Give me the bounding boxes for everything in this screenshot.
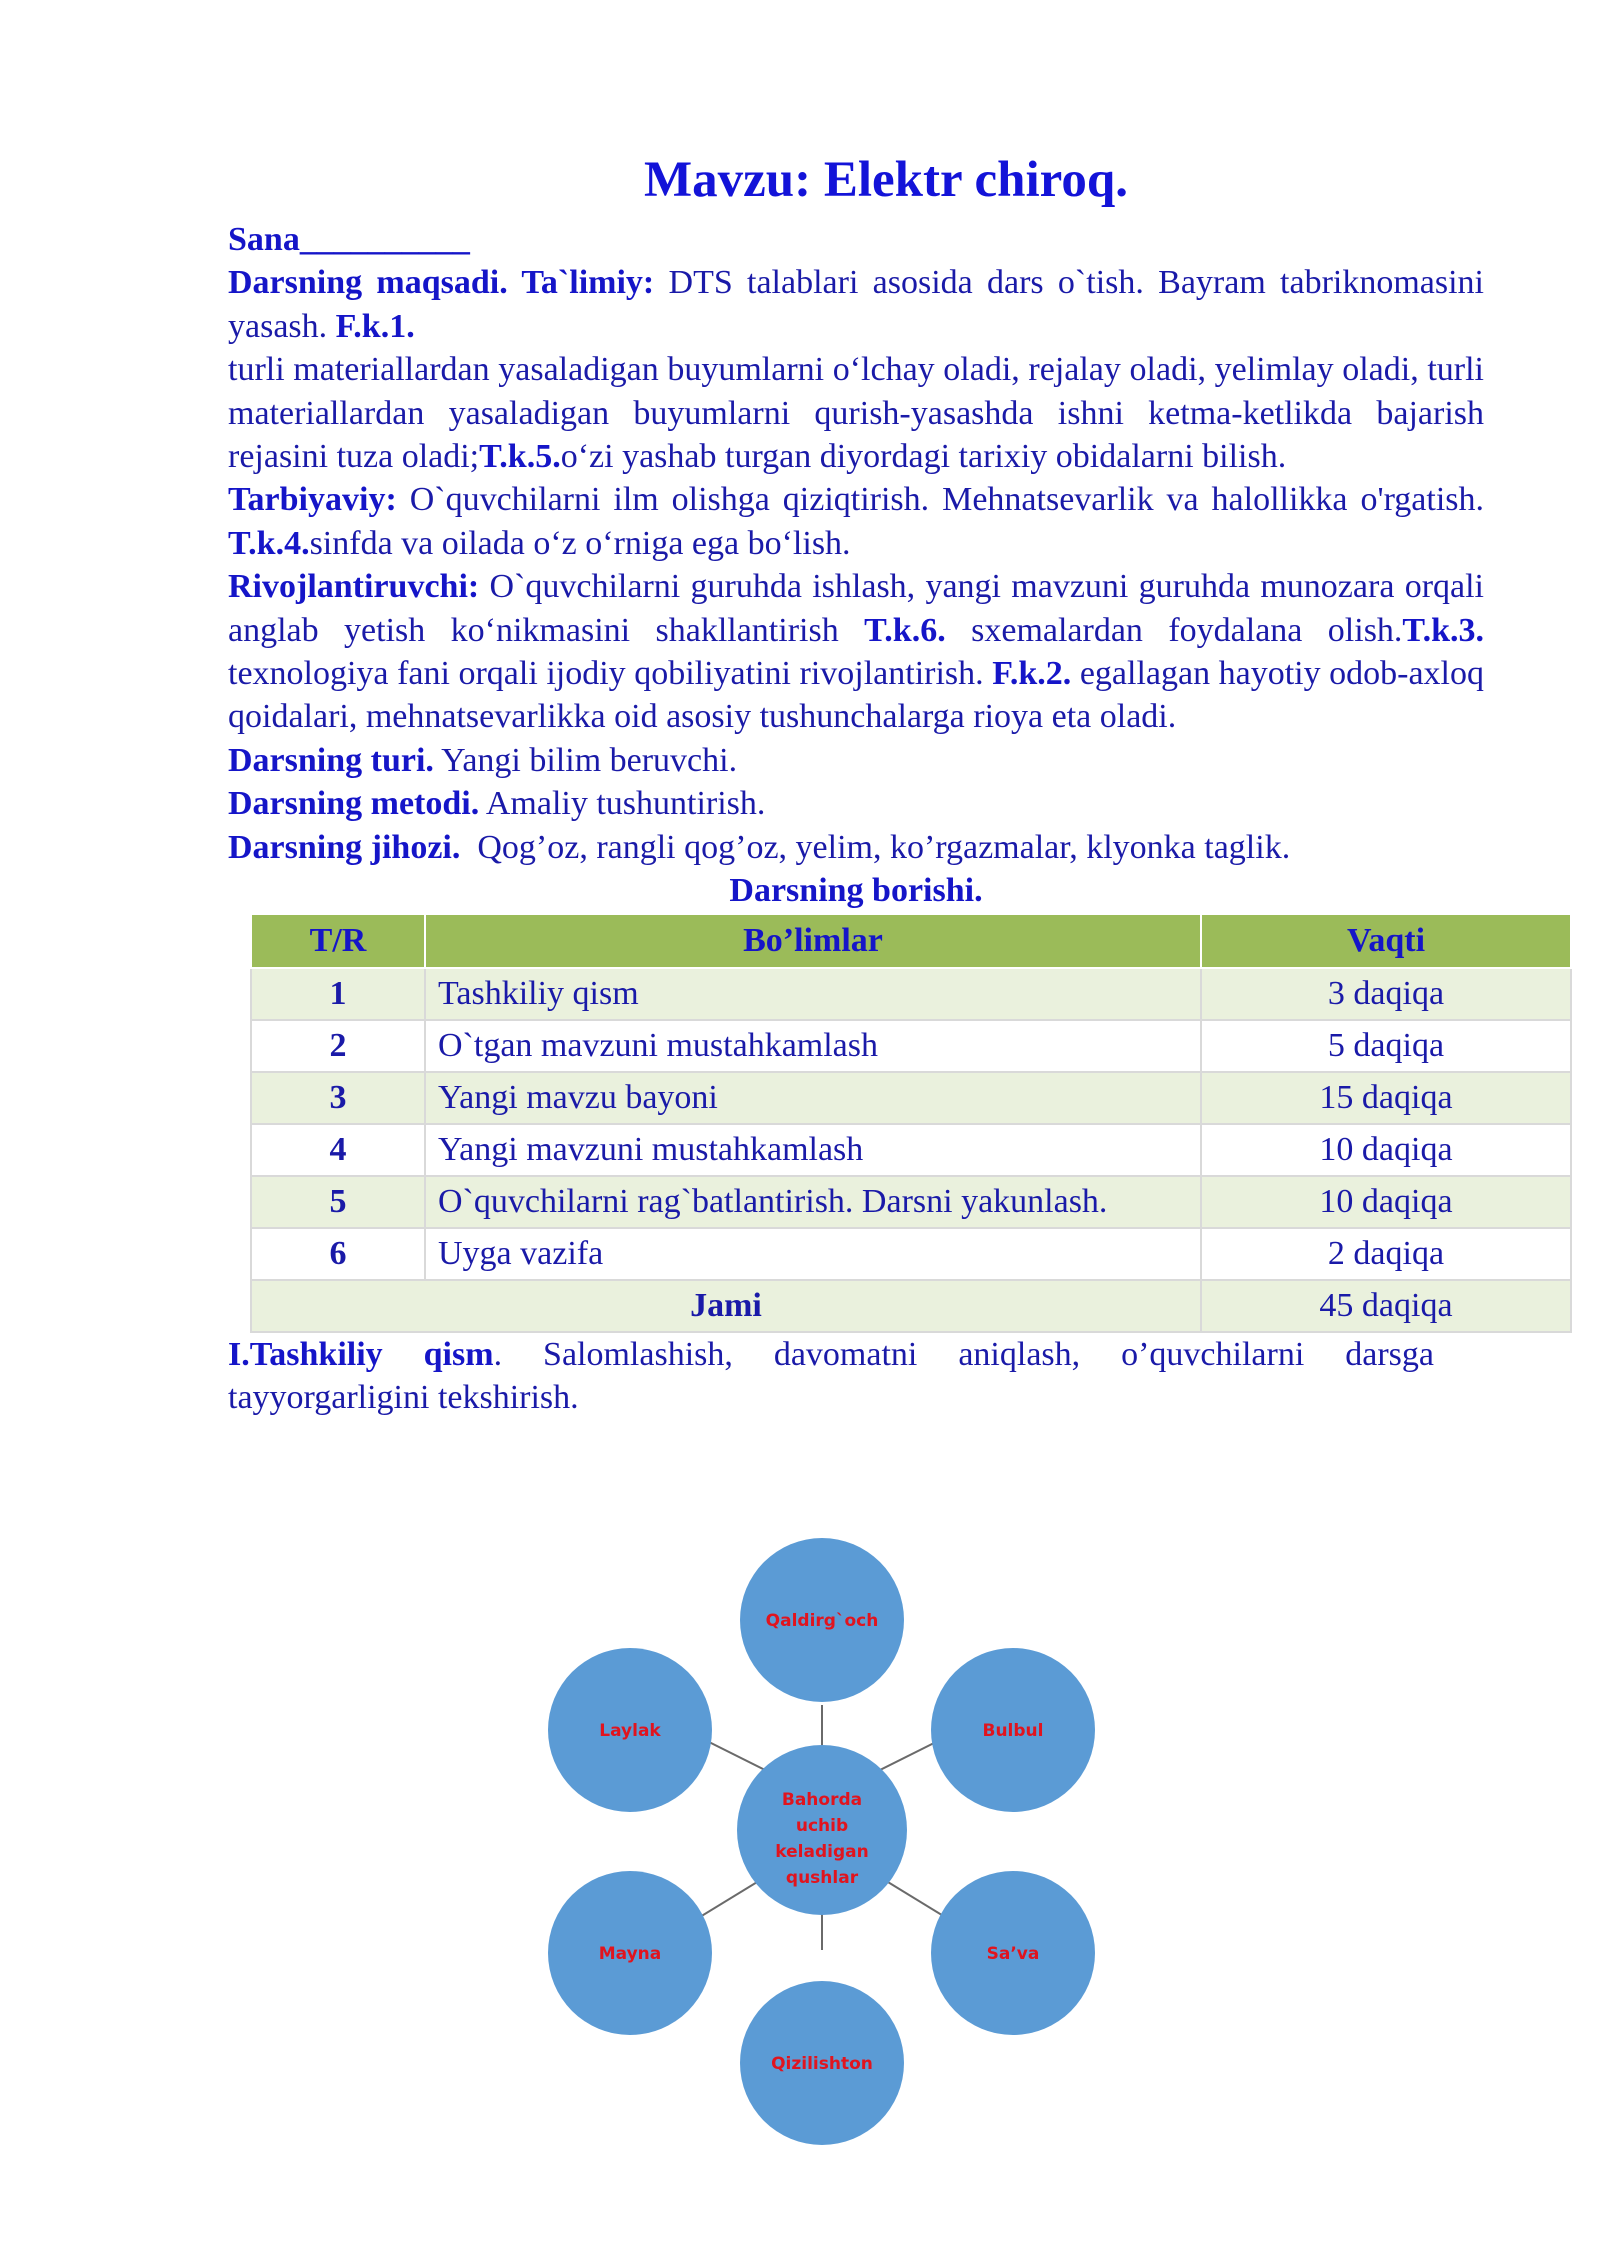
table-row	[251, 1176, 1571, 1228]
row-section: Tashkiliy qism	[425, 968, 1201, 1020]
organizational-paragraph	[228, 1333, 1434, 1420]
skills-code: T.k.5.	[479, 438, 561, 476]
developmental-text: O`quvchilarni guruhda ishlash, yangi mavzuni guruhda munozara orqali anglab yetish ko‘nikmasini shakllantirish	[228, 568, 1485, 649]
developmental-paragraph	[228, 565, 1484, 739]
table-header-row	[251, 914, 1571, 968]
lesson-type-text: Yangi bilim beruvchi.	[441, 741, 738, 779]
developmental-label: Rivojlantiruvchi:	[228, 568, 480, 606]
document-content	[228, 150, 1484, 1419]
lesson-type-line	[228, 739, 1484, 782]
row-time: 10 daqiqa	[1201, 1176, 1571, 1228]
row-section: O`quvchilarni rag`batlantirish. Darsni yakunlash.	[425, 1176, 1201, 1228]
node-label-top: Qaldirg`och	[765, 1611, 879, 1631]
page-title: Mavzu: Elektr chiroq.	[643, 152, 1128, 208]
row-section: Yangi mavzu bayoni	[425, 1072, 1201, 1124]
lesson-schedule-table	[250, 913, 1572, 1333]
lesson-equipment-label: Darsning jihozi.	[228, 828, 461, 866]
lesson-equipment-text: Qog’oz, rangli qog’oz, yelim, ko’rgazmalar, klyonka taglik.	[477, 828, 1291, 866]
date-line	[228, 218, 1484, 261]
developmental-code-1: T.k.6.	[864, 611, 946, 649]
row-section: Uyga vazifa	[425, 1228, 1201, 1280]
node-label-top-right: Bulbul	[982, 1721, 1044, 1741]
educational-text-2: sinfda va oilada o‘z o‘rniga ega bo‘lish.	[309, 524, 851, 562]
row-number: 4	[251, 1124, 425, 1176]
table-row	[251, 1228, 1571, 1280]
center-label-line-1: Bahorda	[781, 1790, 863, 1810]
table-total-row	[251, 1280, 1571, 1332]
diagram-canvas	[540, 1535, 1105, 2150]
node-label-bottom: Qizilishton	[771, 2054, 873, 2074]
total-time: 45 daqiqa	[1201, 1280, 1571, 1332]
educational-paragraph	[228, 478, 1484, 565]
row-section: Yangi mavzuni mustahkamlash	[425, 1124, 1201, 1176]
lesson-method-line	[228, 782, 1484, 825]
skills-text: turli materiallardan yasaladigan buyumlarni o‘lchay oladi, rejalay oladi, yelimlay oladi, turli materiallardan yasaladigan buyumlarni qurish-yasashda ishni ketma-ketlikda bajarish rejasini tuza oladi;	[228, 351, 1484, 476]
lesson-method-text: Amaliy tushuntirish.	[485, 785, 766, 823]
row-time: 2 daqiqa	[1201, 1228, 1571, 1280]
row-time: 10 daqiqa	[1201, 1124, 1571, 1176]
row-time: 5 daqiqa	[1201, 1020, 1571, 1072]
developmental-text-4: egallagan hayotiy odob-axloq qoidalari, mehnatsevarlikka oid asosiy tushunchalarga rioya eta oladi.	[228, 655, 1484, 736]
row-time: 3 daqiqa	[1201, 968, 1571, 1020]
row-number: 3	[251, 1072, 425, 1124]
goal-text: DTS talablari asosida dars o`tish. Bayram tabriknomasini yasash.	[228, 264, 1484, 345]
birds-cluster-diagram	[540, 1535, 1105, 2150]
row-number: 6	[251, 1228, 425, 1280]
developmental-text-2: sxemalardan foydalana olish.	[971, 611, 1403, 649]
developmental-text-3: texnologiya fani orqali ijodiy qobiliyatini rivojlantirish.	[228, 655, 984, 693]
table-row	[251, 1020, 1571, 1072]
node-label-top-left: Laylak	[599, 1721, 661, 1741]
table-row	[251, 1124, 1571, 1176]
table-header-number: T/R	[251, 914, 425, 968]
center-label-line-3: keladigan	[775, 1842, 869, 1862]
node-label-bottom-right: Sa’va	[986, 1944, 1040, 1964]
date-label: Sana__________	[228, 221, 470, 258]
educational-text: O`quvchilarni ilm olishga qiziqtirish. Mehnatsevarlik va halollikka o'rgatish.	[409, 481, 1484, 519]
lesson-type-label: Darsning turi.	[228, 741, 434, 779]
educational-code: T.k.4.	[228, 524, 310, 562]
row-number: 5	[251, 1176, 425, 1228]
table-row	[251, 1072, 1571, 1124]
developmental-code-3: F.k.2.	[992, 655, 1072, 693]
center-label-line-2: uchib	[795, 1816, 849, 1836]
lesson-flow-heading: Darsning borishi.	[729, 872, 983, 910]
lesson-method-label: Darsning metodi.	[228, 785, 480, 823]
skills-text-2: o‘zi yashab turgan diyordagi tarixiy obidalarni bilish.	[560, 438, 1287, 476]
row-number: 1	[251, 968, 425, 1020]
row-number: 2	[251, 1020, 425, 1072]
organizational-label: I.Tashkiliy qism	[228, 1335, 494, 1373]
goal-code: F.k.1.	[335, 307, 415, 345]
row-time: 15 daqiqa	[1201, 1072, 1571, 1124]
row-section: O`tgan mavzuni mustahkamlash	[425, 1020, 1201, 1072]
lesson-equipment-line	[228, 826, 1484, 869]
node-label-bottom-left: Mayna	[598, 1944, 662, 1964]
goal-label: Darsning maqsadi. Ta`limiy:	[228, 264, 655, 302]
lesson-flow-heading-line	[228, 869, 1484, 912]
skills-paragraph	[228, 348, 1484, 478]
total-label: Jami	[251, 1280, 1201, 1332]
goal-paragraph	[228, 261, 1484, 348]
table-header-section: Bo’limlar	[425, 914, 1201, 968]
developmental-code-2: T.k.3.	[1402, 611, 1484, 649]
table-row	[251, 968, 1571, 1020]
educational-label: Tarbiyaviy:	[228, 481, 397, 519]
center-label-line-4: qushlar	[785, 1868, 859, 1888]
table-header-time: Vaqti	[1201, 914, 1571, 968]
organizational-text: . Salomlashish, davomatni aniqlash, o’quvchilarni darsga tayyorgarligini tekshirish.	[228, 1335, 1434, 1416]
